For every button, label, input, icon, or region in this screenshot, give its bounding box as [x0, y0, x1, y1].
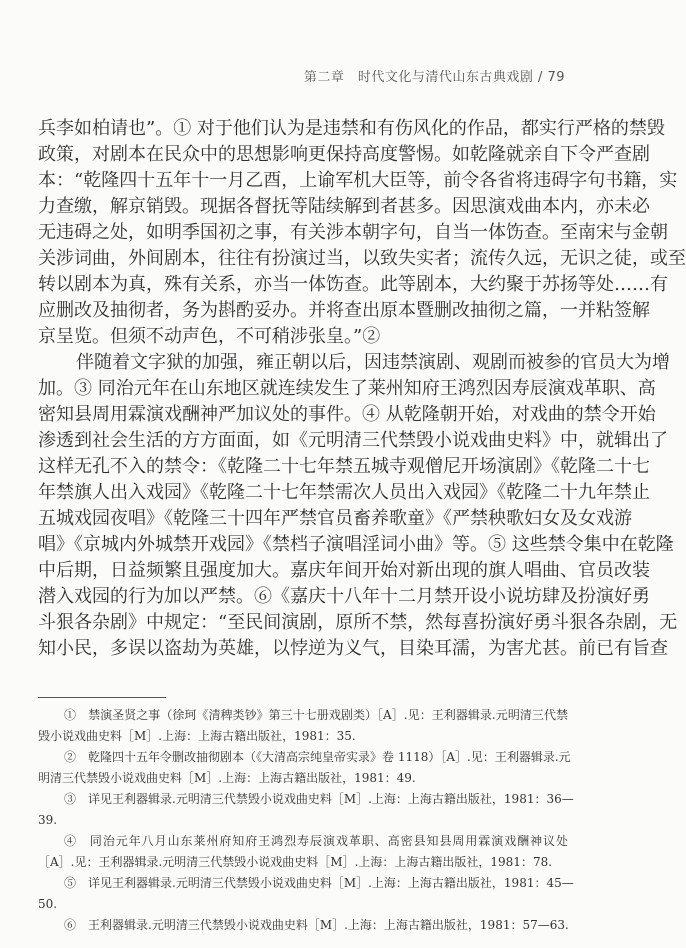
footnote-line: 39.: [38, 813, 58, 827]
body-line: 潜入戏园的行为加以严禁。⑥《嘉庆十八年十二月禁开设小说坊肆及扮演好勇: [38, 586, 650, 607]
footnote-line: ④ 同治元年八月山东莱州府知府王鸿烈寿辰演戏革职、高密县知县周用霖演戏酬神议处: [64, 834, 568, 848]
body-line: 转以剧本为真，殊有关系，亦当一体饬查。此等剧本，大约聚于苏扬等处……有: [38, 274, 668, 295]
body-line: 关涉词曲，外间剧本，往往有扮演过当，以致失实者；流传久远，无识之徒，或至: [38, 248, 686, 269]
body-line: 应删改及抽彻者，务为斟酌妥办。并将查出原本暨删改抽彻之篇，一并粘签解: [38, 300, 650, 321]
body-line: 力查缴，解京销毁。现据各督抚等陆续解到者甚多。因思演戏曲本内，亦未必: [38, 196, 650, 217]
body-line: 年禁旗人出入戏园》《乾隆二十七年禁需次人员出入戏园》《乾隆二十九年禁止: [38, 482, 650, 503]
body-text: [38, 116, 686, 662]
body-line: 五城戏园夜唱》《乾隆三十四年严禁官员畜养歌童》《严禁秧歌妇女及女戏游: [38, 508, 632, 529]
body-line: 斗狠各杂剧》中规定：“至民间演剧，原所不禁，然每喜扮演好勇斗狠各杂剧，无: [38, 612, 678, 633]
body-line: 无违碍之处，如明季国初之事，有关涉本朝字句，自当一体饬查。至南宋与金朝: [38, 222, 668, 243]
footnote-divider: [38, 697, 166, 698]
body-line: 渗透到社会生活的方方面面，如《元明清三代禁毁小说戏曲史料》中，就辑出了: [38, 430, 668, 451]
running-header: 第二章 时代文化与清代山东古典戏剧 / 79: [303, 70, 565, 85]
footnote-line: ⑥ 王利器辑录.元明清三代禁毁小说戏曲史料［M］.上海：上海古籍出版社，1981：57—63.: [64, 918, 569, 932]
body-line: 伴随着文字狱的加强，雍正朝以后，因违禁演剧、观剧而被参的官员大为增: [76, 352, 670, 373]
body-line: 密知县周用霖演戏酬神严加议处的事件。④ 从乾隆朝开始，对戏曲的禁令开始: [38, 404, 656, 425]
body-line: 兵李如柏请也”。① 对于他们认为是违禁和有伤风化的作品，都实行严格的禁毁: [38, 118, 665, 139]
footnote-line: ③ 详见王利器辑录.元明清三代禁毁小说戏曲史料［M］.上海：上海古籍出版社，1981：36—: [64, 792, 574, 806]
footnote-line: 明清三代禁毁小说戏曲史料［M］.上海：上海古籍出版社，1981：49.: [38, 771, 416, 785]
body-line: 加。③ 同治元年在山东地区就连续发生了莱州知府王鸿烈因寿辰演戏革职、高: [38, 378, 656, 399]
footnote-line: ⑤ 详见王利器辑录.元明清三代禁毁小说戏曲史料［M］.上海：上海古籍出版社，1981：45—: [64, 876, 574, 890]
footnotes: [38, 705, 574, 936]
body-line: 这样无孔不入的禁令：《乾隆二十七年禁五城寺观僧尼开场演剧》《乾隆二十七: [38, 456, 650, 477]
footnote-line: 毁小说戏曲史料［M］.上海：上海古籍出版社，1981：35.: [38, 729, 356, 743]
footnote-line: ② 乾隆四十五年令删改抽彻剧本（《大清高宗纯皇帝实录》卷 1118）［A］.见：王利器辑录.元: [64, 750, 571, 764]
body-line: 本：“乾隆四十五年十一月乙酉，上谕军机大臣等，前令各省将违碍字句书籍，实: [38, 170, 678, 191]
body-line: 政策，对剧本在民众中的思想影响更保持高度警惕。如乾隆就亲自下令严查剧: [38, 144, 650, 165]
body-line: 唱》《京城内外城禁开戏园》《禁档子演唱淫词小曲》等。⑤ 这些禁令集中在乾隆: [38, 534, 674, 555]
body-line: 京呈览。但须不动声色，不可稍涉张皇。”②: [38, 326, 381, 347]
body-line: 知小民，多误以盗劫为英雄，以悖逆为义气，目染耳濡，为害尤甚。前已有旨查: [38, 638, 668, 659]
footnote-line: 50.: [38, 897, 58, 911]
body-line: 中后期，日益频繁且强度加大。嘉庆年间开始对新出现的旗人唱曲、官员改装: [38, 560, 650, 581]
footnote-line: ［A］.见：王利器辑录.元明清三代禁毁小说戏曲史料［M］.上海：上海古籍出版社，1981：78.: [38, 855, 553, 869]
footnote-line: ① 禁演圣贤之事（徐珂《清稗类钞》第三十七册戏剧类）［A］.见：王利器辑录.元明清三代禁: [64, 708, 568, 722]
